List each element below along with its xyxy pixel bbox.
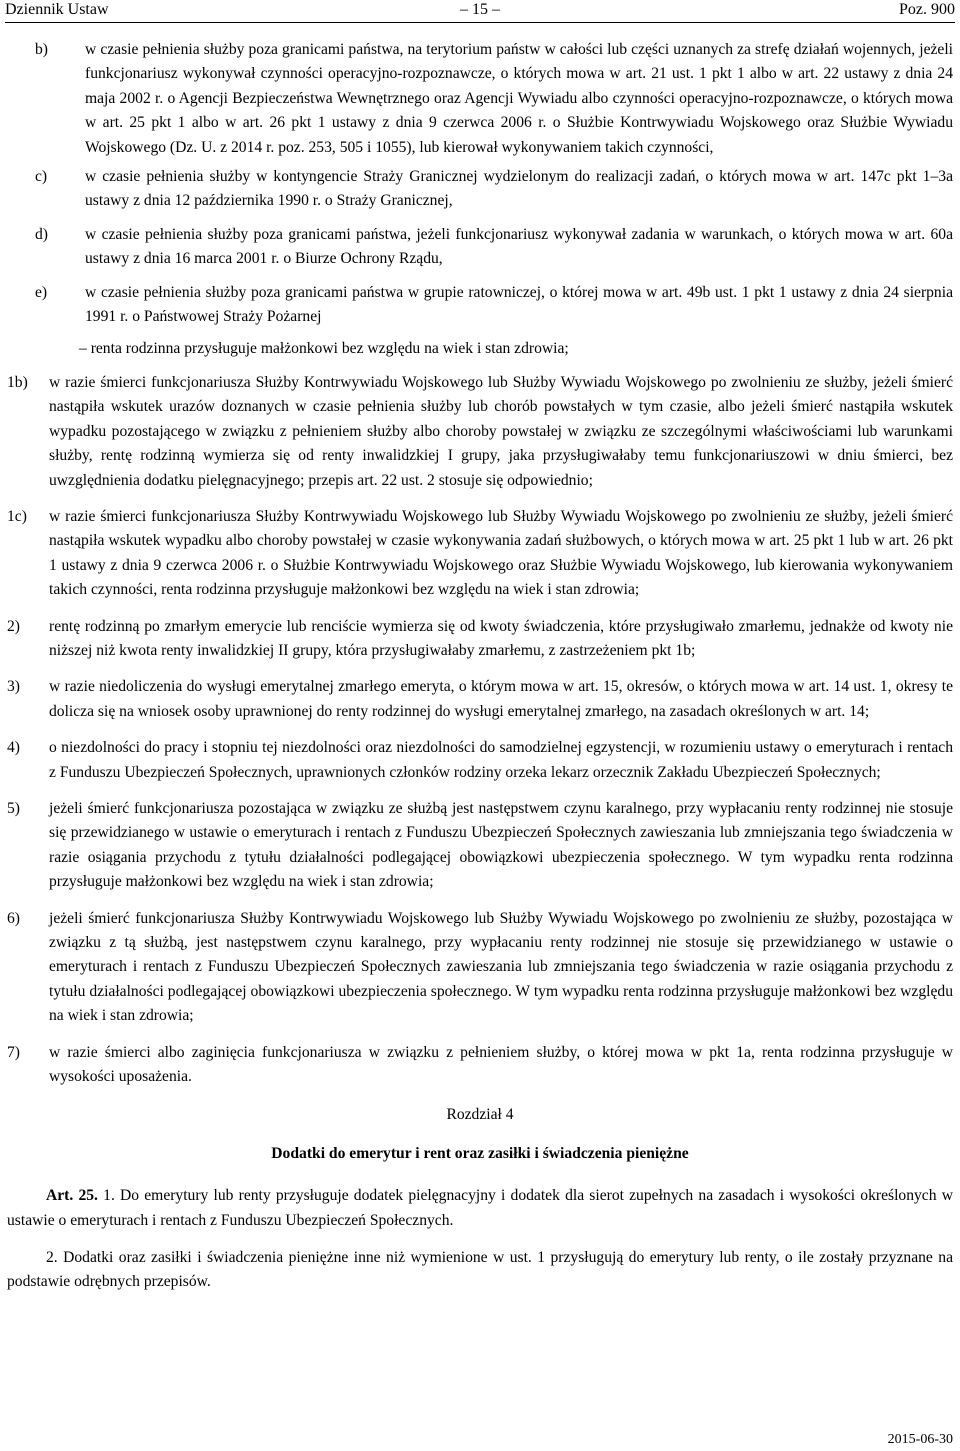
sub-item-label: c) [35, 168, 48, 186]
item-text: w razie niedoliczenia do wysługi emerytalnej zmarłego emeryta, o którym mowa w art. 15, okresów, o których mowa w art. 14 ust. 1, okresy te dolicza się na wniosek osoby uprawnionej do renty rodzinnej do wysługi emerytalnej zmarłego, na zasadach określonych w art. 14; [49, 678, 953, 720]
position-number: Poz. 900 [899, 1, 955, 18]
sub-item-text: w czasie pełnienia służby poza granicami państwa w grupie ratowniczej, o której mowa w art. 49b ust. 1 pkt 1 ustawy z dnia 24 sierpnia 1991 r. o Państwowej Straży Pożarnej [85, 283, 953, 326]
item-5 [7, 797, 953, 895]
item-3 [7, 675, 953, 724]
item-label: 7) [7, 1043, 20, 1061]
sub-item-label: d) [35, 225, 48, 243]
item-text: jeżeli śmierć funkcjonariusza Służby Kontrwywiadu Wojskowego lub Służby Wywiadu Wojskowego po zwolnieniu ze służby, pozostająca w związku z tą służbą, jest następstwem czynu karalnego, przy wypłacaniu renty rodzinnej nie stosuje się przewidzianego w ustawie o emeryturach i rentach z Funduszu Ubezpieczeń Społecznych zawieszania lub zmniejszania tego świadczenia w razie osiągania przychodu z tytułu działalności podlegającej obowiązkowi ubezpieczenia społecznego. W tym wypadku renta rodzinna przysługuje małżonkowi bez względu na wiek i stan zdrowia; [49, 909, 953, 1025]
item-label: 5) [7, 799, 20, 817]
item-label: 2) [7, 617, 20, 635]
article-25-paragraph-1 [7, 1184, 953, 1233]
item-label: 3) [7, 678, 20, 696]
sub-item-text: w czasie pełnienia służby poza granicami państwa, jeżeli funkcjonariusz wykonywał zadania w warunkach, o których mowa w art. 60a ustawy z dnia 16 marca 2001 r. o Biurze Ochrony Rządu, [85, 225, 953, 268]
item-label: 4) [7, 739, 20, 757]
article-paragraph-1-text: 1. Do emerytury lub renty przysługuje dodatek pielęgnacyjny i dodatek dla sierot zupełnych na zasadach i wysokości określonych w ustawie o emeryturach i rentach z Funduszu Ubezpieczeń Społecznych. [7, 1187, 953, 1229]
item-6 [7, 907, 953, 1029]
item-text: w razie śmierci albo zaginięcia funkcjonariusza w związku z pełnieniem służby, o której mowa w pkt 1a, renta rodzinna przysługuje w wysokości uposażenia. [49, 1043, 953, 1086]
sub-items-conclusion: – renta rodzinna przysługuje małżonkowi bez względu na wiek i stan zdrowia; [79, 340, 569, 358]
sub-item-label: e) [35, 283, 48, 301]
chapter-label: Rozdział 4 [446, 1106, 514, 1124]
article-number: Art. 25. [46, 1187, 98, 1205]
sub-item-d [7, 223, 953, 272]
item-text: w razie śmierci funkcjonariusza Służby Kontrwywiadu Wojskowego lub Służby Wywiadu Wojskowego po zwolnieniu ze służby, jeżeli śmierć nastąpiła wskutek urazów doznanych w czasie pełnienia służby lub chorób powstałych w tym czasie, albo jeżeli śmierć nastąpiła wskutek wypadku pozostającego w związku z pełnieniem służby albo choroby powstałej w związku ze szczególnymi właściwościami lub warunkami służby, rentę rodzinną wymierza się od renty inwalidzkiej I grupy, jaka przysługiwałaby temu funkcjonariuszowi w dniu śmierci, bez uwzględnienia dodatku pielęgnacyjnego; przepis art. 22 ust. 2 stosuje się odpowiednio; [49, 373, 953, 489]
chapter-title: Dodatki do emerytur i rent oraz zasiłki i świadczenia pieniężne [271, 1144, 689, 1162]
item-label: 1b) [7, 373, 28, 391]
item-text: jeżeli śmierć funkcjonariusza pozostająca w związku ze służbą jest następstwem czynu karalnego, przy wypłacaniu renty rodzinnej nie stosuje się przewidzianego w ustawie o emeryturach i rentach z Funduszu Ubezpieczeń Społecznych zawieszania lub zmniejszania tego świadczenia w razie osiągania przychodu z tytułu działalności podlegającej obowiązkowi ubezpieczenia społecznego. W tym wypadku renta rodzinna przysługuje małżonkowi bez względu na wiek i stan zdrowia; [49, 799, 953, 891]
publication-date: 2015-06-30 [887, 1432, 953, 1447]
page-number: – 15 – [460, 1, 500, 18]
sub-item-text: w czasie pełnienia służby w kontyngencie Straży Granicznej wydzielonym do realizacji zadań, o których mowa w art. 147c pkt 1–3a ustawy z dnia 12 października 1990 r. o Straży Granicznej, [85, 168, 953, 210]
sub-item-e [7, 281, 953, 330]
item-text: o niezdolności do pracy i stopniu tej niezdolności oraz niezdolności do samodzielnej egzystencji, w rozumieniu ustawy o emeryturach i rentach z Funduszu Ubezpieczeń Społecznych, uprawnionych członków rodziny orzeka lekarz orzecznik Zakładu Ubezpieczeń Społecznych; [49, 739, 953, 781]
item-label: 1c) [7, 507, 27, 525]
item-label: 6) [7, 909, 20, 927]
sub-item-b [7, 38, 953, 160]
item-2 [7, 615, 953, 664]
sub-item-text: w czasie pełnienia służby poza granicami państwa, na terytorium państw w całości lub części uznanych za strefę działań wojennych, jeżeli funkcjonariusz wykonywał czynności operacyjno-rozpoznawcze, o których mowa w art. 21 ust. 1 pkt 1 albo w art. 22 ustawy z dnia 24 maja 2002 r. o Agencji Bezpieczeństwa Wewnętrznego oraz Agencji Wywiadu albo czynności operacyjno-rozpoznawcze, o których mowa w art. 25 pkt 1 albo w art. 26 pkt 1 ustawy z dnia 9 czerwca 2006 r. o Służbie Kontrwywiadu Wojskowego oraz Służbie Wywiadu Wojskowego (Dz. U. z 2014 r. poz. 253, 505 i 1055), lub kierował wykonywaniem takich czynności, [85, 41, 953, 156]
item-1b [7, 371, 953, 493]
item-1c [7, 505, 953, 603]
item-text: rentę rodzinną po zmarłym emerycie lub renciście wymierza się od kwoty świadczenia, które przysługiwało zmarłemu, jednakże od kwoty nie niższej niż kwota renty inwalidzkiej II grupy, która przysługiwałaby zmarłemu, z zastrzeżeniem pkt 1b; [49, 617, 953, 659]
sub-item-c [7, 165, 953, 214]
document-body [7, 38, 953, 1295]
article-25-paragraph-2: 2. Dodatki oraz zasiłki i świadczenia pieniężne inne niż wymienione w ust. 1 przysługują do emerytury lub renty, o ile zostały przyznane na podstawie odrębnych przepisów. [7, 1249, 953, 1291]
item-text: w razie śmierci funkcjonariusza Służby Kontrwywiadu Wojskowego lub Służby Wywiadu Wojskowego po zwolnieniu ze służby, jeżeli śmierć nastąpiła wskutek wypadku albo choroby powstałej w czasie wykonywania zadań służbowych, o których mowa w art. 25 pkt 1 lub w art. 26 pkt 1 ustawy z dnia 9 czerwca 2006 r. o Służbie Kontrwywiadu Wojskowego oraz Służbie Wywiadu Wojskowego, lub kierowania wykonywaniem takich czynności, renta rodzinna przysługuje małżonkowi bez względu na wiek i stan zdrowia; [49, 507, 953, 599]
sub-item-label: b) [35, 41, 48, 58]
item-4 [7, 736, 953, 785]
item-7 [7, 1041, 953, 1090]
journal-title: Dziennik Ustaw [5, 1, 109, 18]
page-header [5, 0, 955, 23]
